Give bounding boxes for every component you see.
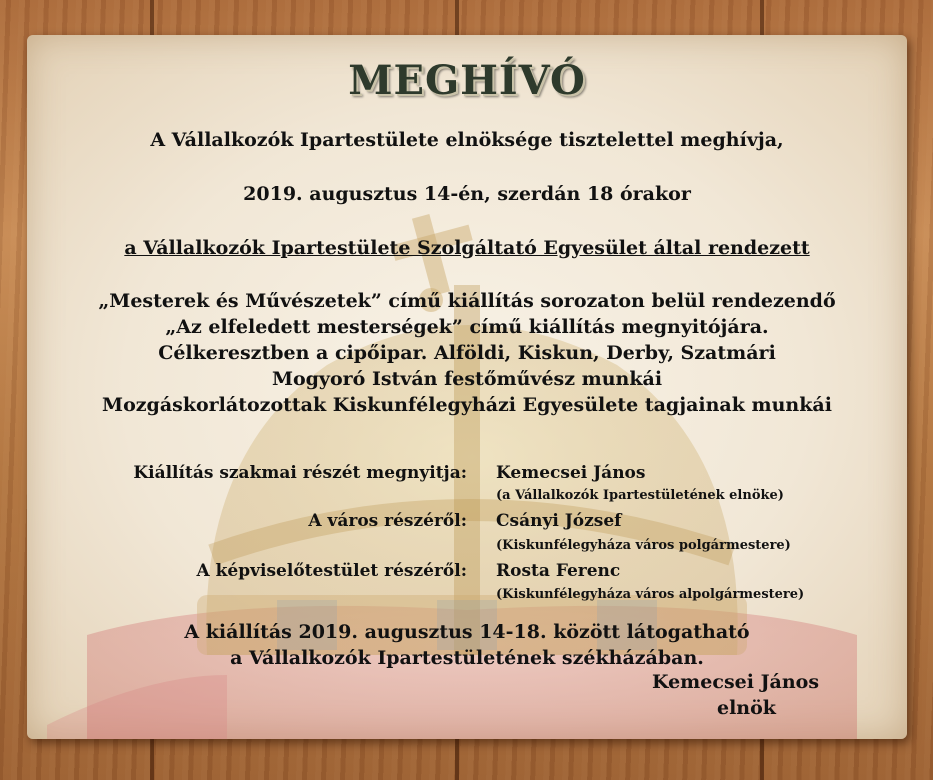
exhibition-focus-line: Célkeresztben a cipőipar. Alföldi, Kiskun, Derby, Szatmári (158, 342, 776, 364)
closing-line-2: a Vállalkozók Ipartestületének székházában. (230, 647, 704, 669)
association-works-line: Mozgáskorlátozottak Kiskunfélegyházi Egyesülete tagjainak munkái (102, 394, 832, 416)
speaker-2-role: (Kiskunfélegyháza város polgármestere) (496, 538, 791, 553)
exhibition-title-line: „Az elfeledett mesterségek” című kiállítás megnyitójára. (165, 316, 769, 338)
closing-line-1: A kiállítás 2019. augusztus 14-18. között látogatható (184, 621, 750, 643)
event-date: 2019. augusztus 14-én, szerdán 18 órakor (243, 183, 691, 205)
speaker-3-label: A képviselőtestület részéről: (196, 561, 467, 581)
speaker-1-label: Kiállítás szakmai részét megnyitja: (133, 463, 467, 483)
speaker-3-role: (Kiskunfélegyháza város alpolgármestere) (496, 587, 805, 602)
signature-name: Kemecsei János (652, 671, 820, 693)
speaker-2-name: Csányi József (496, 511, 622, 531)
speaker-3-name: Rosta Ferenc (496, 561, 621, 581)
speaker-2-label: A város részéről: (308, 511, 467, 531)
signature-title: elnök (717, 697, 776, 719)
painter-works-line: Mogyoró István festőművész munkái (271, 368, 663, 390)
speaker-1-role: (a Vállalkozók Ipartestületének elnöke) (496, 488, 784, 503)
invitation-title: MEGHÍVÓ (348, 57, 586, 104)
exhibition-series-line: „Mesterek és Művészetek” című kiállítás sorozaton belül rendezendő (98, 290, 836, 312)
intro-line-1: A Vállalkozók Ipartestülete elnöksége tisztelettel meghívja, (150, 129, 784, 151)
organizer-line: a Vállalkozók Ipartestülete Szolgáltató Egyesület által rendezett (124, 237, 810, 259)
speaker-1-name: Kemecsei János (496, 463, 646, 483)
invitation-card (27, 35, 907, 739)
